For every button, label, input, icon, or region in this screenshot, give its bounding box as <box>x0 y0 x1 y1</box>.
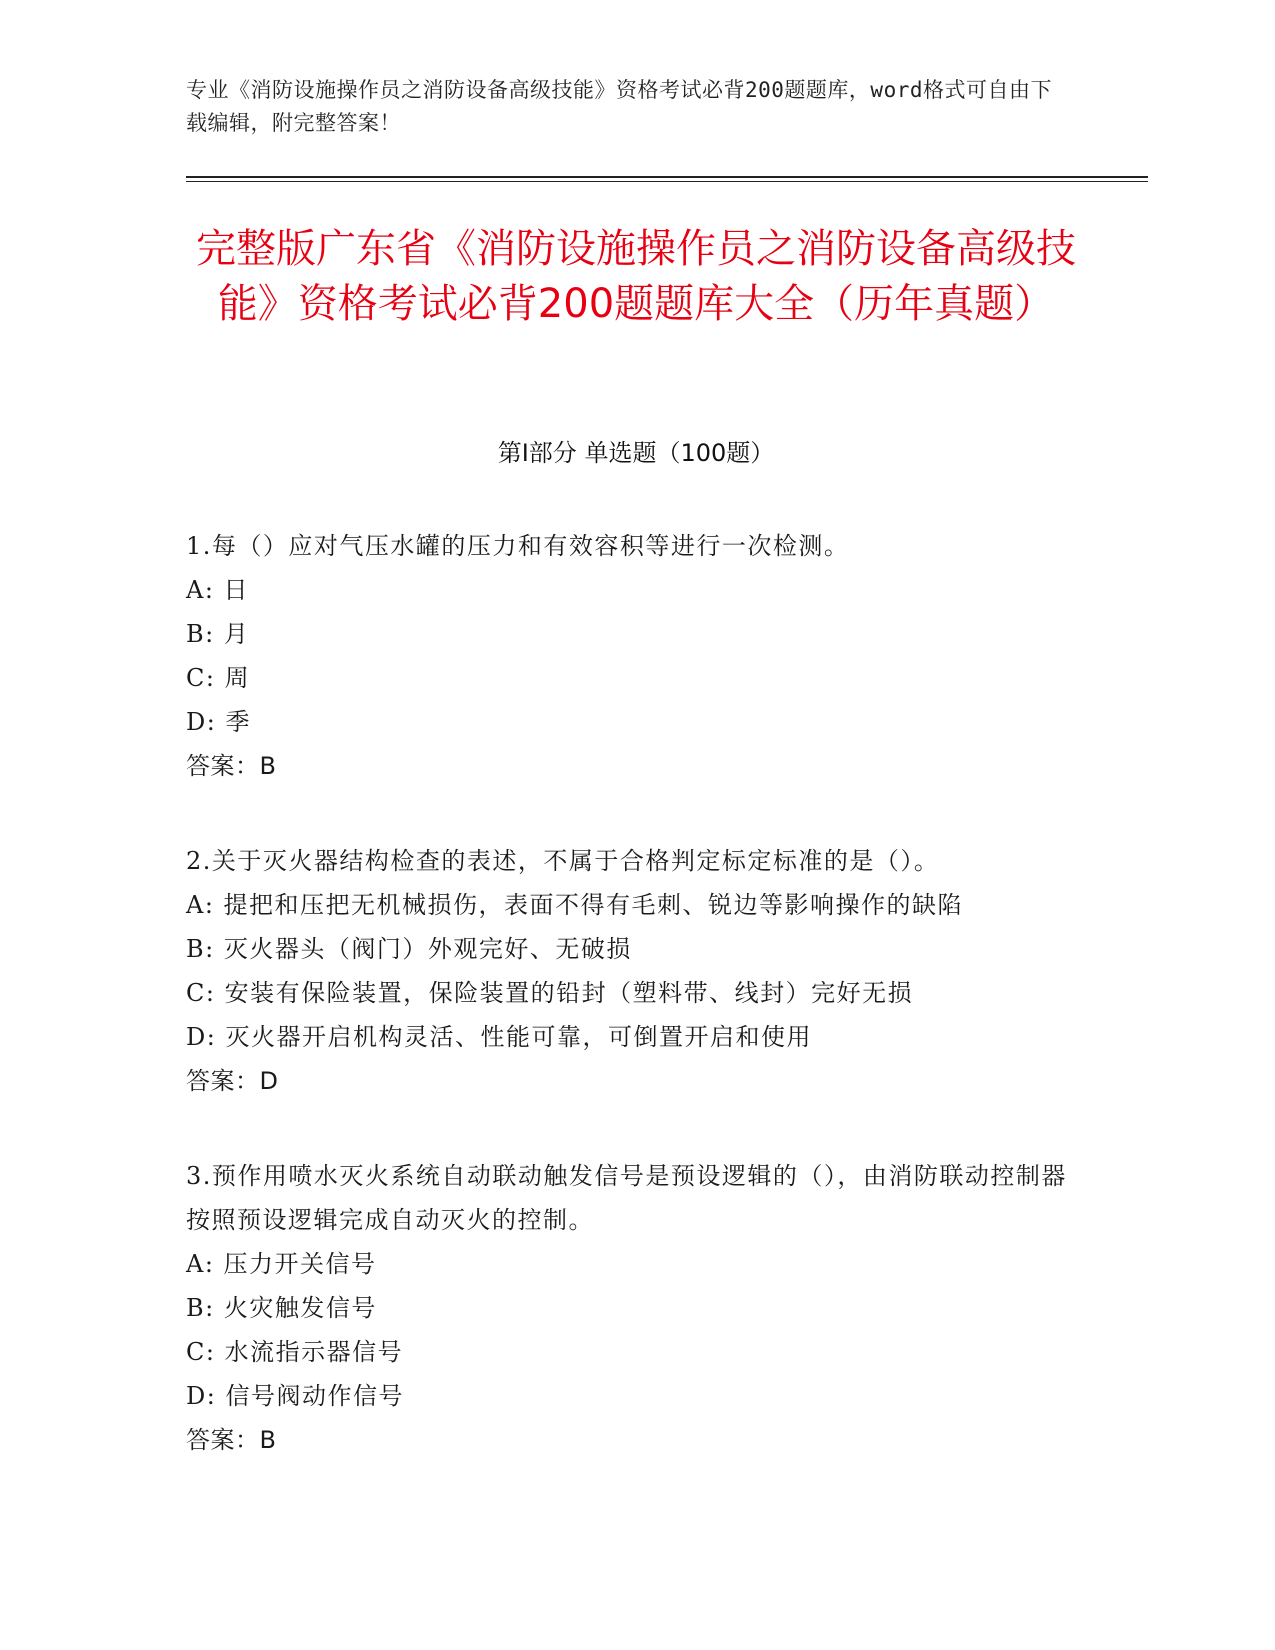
header-divider-thick <box>186 176 1148 178</box>
header-note: 专业《消防设施操作员之消防设备高级技能》资格考试必背200题题库，word格式可自由下载编辑，附完整答案！ <box>186 78 1052 135</box>
question-stem: 2.关于灭火器结构检查的表述，不属于合格判定标定标准的是（）。 <box>186 847 940 875</box>
option-d: D: 灭火器开启机构灵活、性能可靠，可倒置开启和使用 <box>186 1023 812 1051</box>
option-b: B: 月 <box>186 620 250 648</box>
question-block <box>186 524 1086 788</box>
section-heading: 第I部分 单选题（100题） <box>497 439 775 467</box>
option-b: B: 火灾触发信号 <box>186 1294 377 1322</box>
answer-line: 答案：B <box>186 752 277 780</box>
header-divider-thin <box>186 181 1148 182</box>
option-d: D: 信号阀动作信号 <box>186 1382 404 1410</box>
option-a: A: 压力开关信号 <box>186 1250 377 1278</box>
question-block <box>186 839 1086 1103</box>
option-a: A: 日 <box>186 576 250 604</box>
answer-line: 答案：D <box>186 1067 279 1095</box>
question-stem: 1.每（）应对气压水罐的压力和有效容积等进行一次检测。 <box>186 532 850 560</box>
option-a: A: 提把和压把无机械损伤，表面不得有毛刺、锐边等影响操作的缺陷 <box>186 891 964 919</box>
question-block <box>186 1154 1086 1462</box>
option-c: C: 安装有保险装置，保险装置的铅封（塑料带、线封）完好无损 <box>186 979 914 1007</box>
answer-line: 答案：B <box>186 1426 277 1454</box>
option-c: C: 水流指示器信号 <box>186 1338 404 1366</box>
option-b: B: 灭火器头（阀门）外观完好、无破损 <box>186 935 632 963</box>
question-stem: 3.预作用喷水灭火系统自动联动触发信号是预设逻辑的（），由消防联动控制器按照预设逻辑完成自动灭火的控制。 <box>186 1162 1067 1234</box>
option-c: C: 周 <box>186 664 251 692</box>
document-title: 完整版广东省《消防设施操作员之消防设备高级技能》资格考试必背200题题库大全（历年真题） <box>196 226 1076 327</box>
option-d: D: 季 <box>186 708 251 736</box>
